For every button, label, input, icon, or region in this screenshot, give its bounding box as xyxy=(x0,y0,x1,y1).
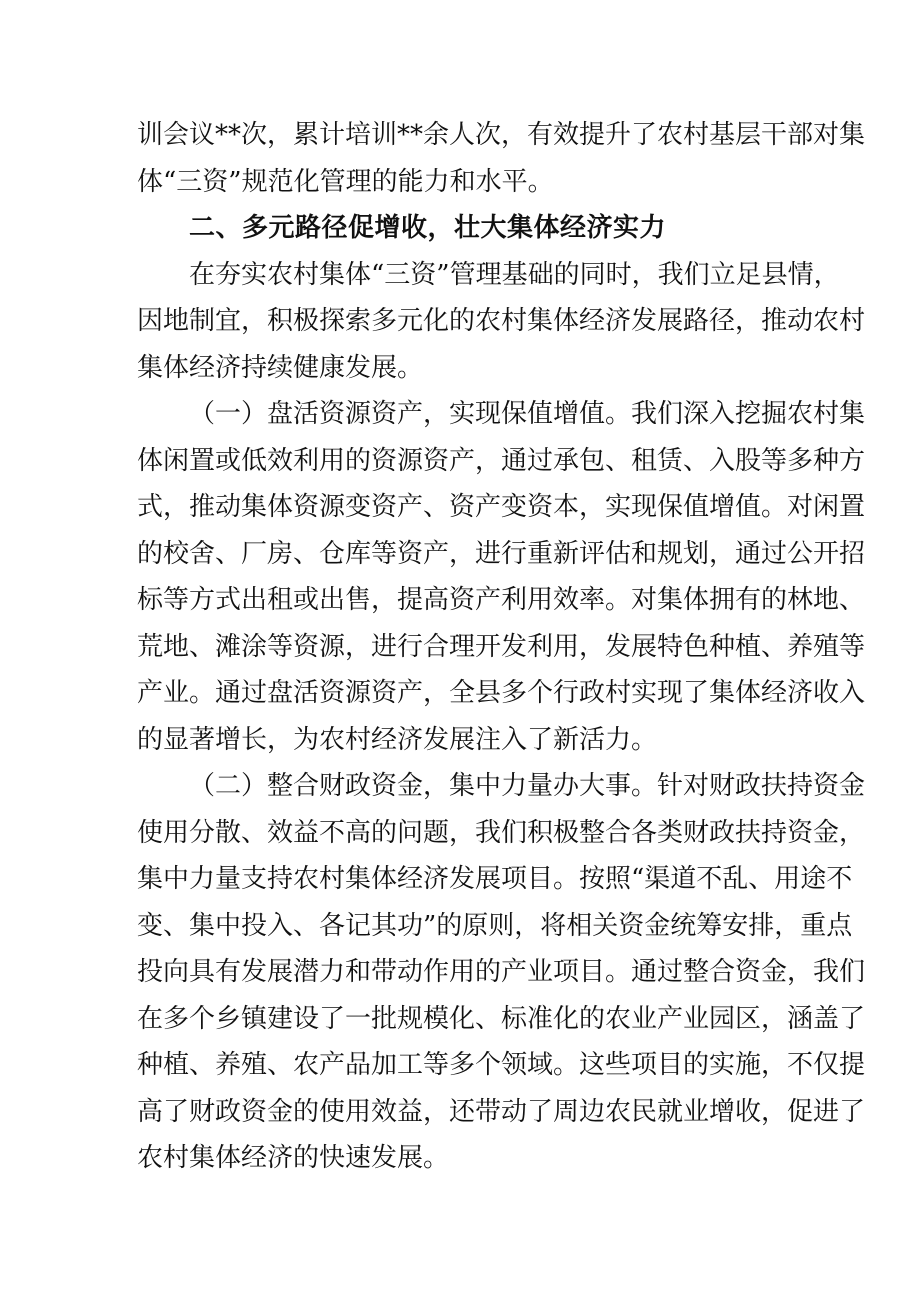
paragraph-line: 体闲置或低效利用的资源资产，通过承包、租赁、入股等多种方 xyxy=(137,446,866,476)
paragraph-line: 变、集中投入、各记其功”的原则，将相关资金统筹安排，重点 xyxy=(137,911,853,941)
paragraph-line: 高了财政资金的使用效益，还带动了周边农民就业增收，促进了 xyxy=(137,1097,866,1127)
paragraph-line: 种植、养殖、农产品加工等多个领域。这些项目的实施，不仅提 xyxy=(137,1050,866,1080)
paragraph-line: 因地制宜，积极探索多元化的农村集体经济发展路径，推动农村 xyxy=(137,306,866,336)
paragraph-line: （二）整合财政资金，集中力量办大事。针对财政扶持资金 xyxy=(189,771,866,801)
paragraph-line: 标等方式出租或出售，提高资产利用效率。对集体拥有的林地、 xyxy=(137,585,866,615)
paragraph-line: 在夯实农村集体“三资”管理基础的同时，我们立足县情， xyxy=(189,260,840,290)
paragraph-line: 训会议**次，累计培训**余人次，有效提升了农村基层干部对集 xyxy=(137,120,866,150)
paragraph-line: 使用分散、效益不高的问题，我们积极整合各类财政扶持资金， xyxy=(137,818,866,848)
paragraph-line: 产业。通过盘活资源资产，全县多个行政村实现了集体经济收入 xyxy=(137,678,866,708)
paragraph-line: 投向具有发展潜力和带动作用的产业项目。通过整合资金，我们 xyxy=(137,957,866,987)
paragraph-line: 式，推动集体资源变资产、资产变资本，实现保值增值。对闲置 xyxy=(137,492,866,522)
paragraph-line: 的校舍、厂房、仓库等资产，进行重新评估和规划，通过公开招 xyxy=(137,539,866,569)
paragraph-line: 农村集体经济的快速发展。 xyxy=(137,1143,450,1173)
paragraph-line: （一）盘活资源资产，实现保值增值。我们深入挖掘农村集 xyxy=(189,399,866,429)
paragraph-line: 集体经济持续健康发展。 xyxy=(137,353,424,383)
paragraph-line: 荒地、滩涂等资源，进行合理开发利用，发展特色种植、养殖等 xyxy=(137,632,866,662)
paragraph-line: 集中力量支持农村集体经济发展项目。按照“渠道不乱、用途不 xyxy=(137,864,853,894)
paragraph-line: 在多个乡镇建设了一批规模化、标准化的农业产业园区，涵盖了 xyxy=(137,1004,866,1034)
section-heading: 二、多元路径促增收，壮大集体经济实力 xyxy=(189,213,667,243)
paragraph-line: 体“三资”规范化管理的能力和水平。 xyxy=(137,167,554,197)
paragraph-line: 的显著增长，为农村经济发展注入了新活力。 xyxy=(137,725,658,755)
